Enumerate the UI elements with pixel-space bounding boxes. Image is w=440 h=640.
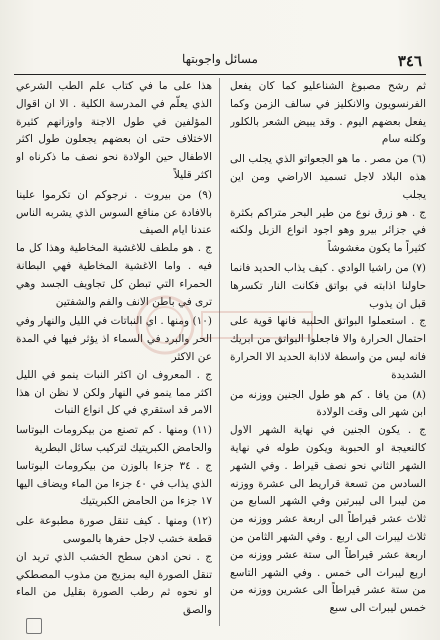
answer: ج . هو ملطف للاغشية المخاطية وهذا كل ما فيه . واما الاغشية المخاطية فهي البطانة الحمراء التي تبطن كل تجاويف الجسد وهي ترى في باطن الانف والفم والشفتين [16, 242, 212, 308]
question: (٨) من يافا . كم هو طول الجنين ووزنه من ابن شهر الى وقت الولادة [230, 388, 426, 419]
running-title: مسائل واجوبتها [182, 52, 258, 66]
question: (١٢) ومنها . كيف تنقل صورة مطبوعة على قطعة خشب لاجل حفرها بالموسى [16, 515, 212, 545]
answer: ج . المعروف ان اكثر النبات ينمو في الليل اكثر مما ينمو في النهار ولكن لا نظن ان هذا الامر قد استقري في كل انواع النبات [16, 368, 212, 417]
question: (٩) من بيروت . نرجوكم ان تكرموا علينا بالافادة عن منافع السوس الذي يشربه الناس عندنا ايام الصيف [16, 188, 212, 237]
right-column [230, 78, 426, 626]
left-column [16, 78, 212, 626]
answer: ج . يكون الجنين في نهاية الشهر الاول كالنعيجة او الحبوبة ويكون طوله في نهاية الشهر الثاني نحو نصف قيراط . وفي الشهر السادس من تسعة قراريط الى عشرة ووزنه من ليبرا الى ليبرتين وفي الشهر السابع من ثلاث عشر قيراطاً الى اربعة عشر ووزنه من ثلاث ليبرات الى اربع . وفي الشهر الثامن من اربعة عشر قيراطاً الى ستة عشر ووزنه من اربع ليبرات الى خمس . وفي الشهر التاسع من ستة عشر قيراطاً الى عشرين ووزنه من خمس ليبرات الى سبع [230, 424, 426, 615]
column-divider [219, 78, 220, 626]
answer: ج . ٣٤ جزءا بالوزن من بيكرومات البوتاسا الذي يذاب في ٤٠ جزءا من الماء ويضاف اليها ١٧ جزءا من الحامض الكبريتيك [16, 459, 212, 508]
page-header [14, 50, 426, 75]
paragraph: هذا على ما في كتاب علم الطب الشرعي الذي يعلّم في المدرسة الكلية . الا ان اقوال المؤلفين في طول الاجنة واوزانهم كثيرة الاختلاف حتى ان بعضهم يجعلون طول اكثر الاطفال حين الولادة نحو نصف ما ذكرناه او اكثر قليلاً [16, 80, 212, 181]
question: (١١) ومنها . كم تصنع من بيكرومات البوتاسا والحامض الكبريتيك لتركيب سائل البطرية [16, 424, 212, 454]
question: (٧) من راشيا الوادي . كيف يذاب الحديد فانما حاولنا اذابته في بواتق فكانت النار تكسرها قبل ان يذوب [230, 261, 426, 310]
question: (١٠) ومنها . اي النباتات في الليل والنهار وفي الحر والبرد في السماء اذ يؤثر فيها في المدة عن الاكثر [16, 315, 212, 363]
answer: ج . استعملوا البواتق الحلبية فانها قوية على احتمال الحرارة والا فاجعلوا البواتق من ابريك فانه ليس من واسطة لاذابة الحديد الا الحرارة الشديدة [230, 315, 426, 381]
question: (٦) من مصر . ما هو الجعواتو الذي يجلب الى هذه البلاد لاجل تسميد الاراضي ومن اين يجلب [230, 153, 426, 201]
answer: ج . هو زرق نوع من طير البحر متراكم بكثرة في جزائر بيرو وهو اجود انواع الزبل ولكنه كثيراً ما يكون مغشوشاً [230, 206, 426, 255]
corner-mark [26, 618, 42, 634]
page-number: ٣٤٦ [397, 52, 422, 70]
paragraph: ثم رشح مصبوغ الشناعليو كما كان يفعل الفرنسويون والانكليز في سالف الزمن وكما يفعل بعضهم اليوم . وقد يبيض الشعر بالكلور وكلنه سام [230, 80, 426, 146]
answer: ج . نحن ادهن سطح الخشب الذي تريد ان تنقل الصورة اليه بمزيج من مذوب المصطكي او نحوه ثم رطب الصورة بقليل من الماء والصق [16, 550, 212, 617]
